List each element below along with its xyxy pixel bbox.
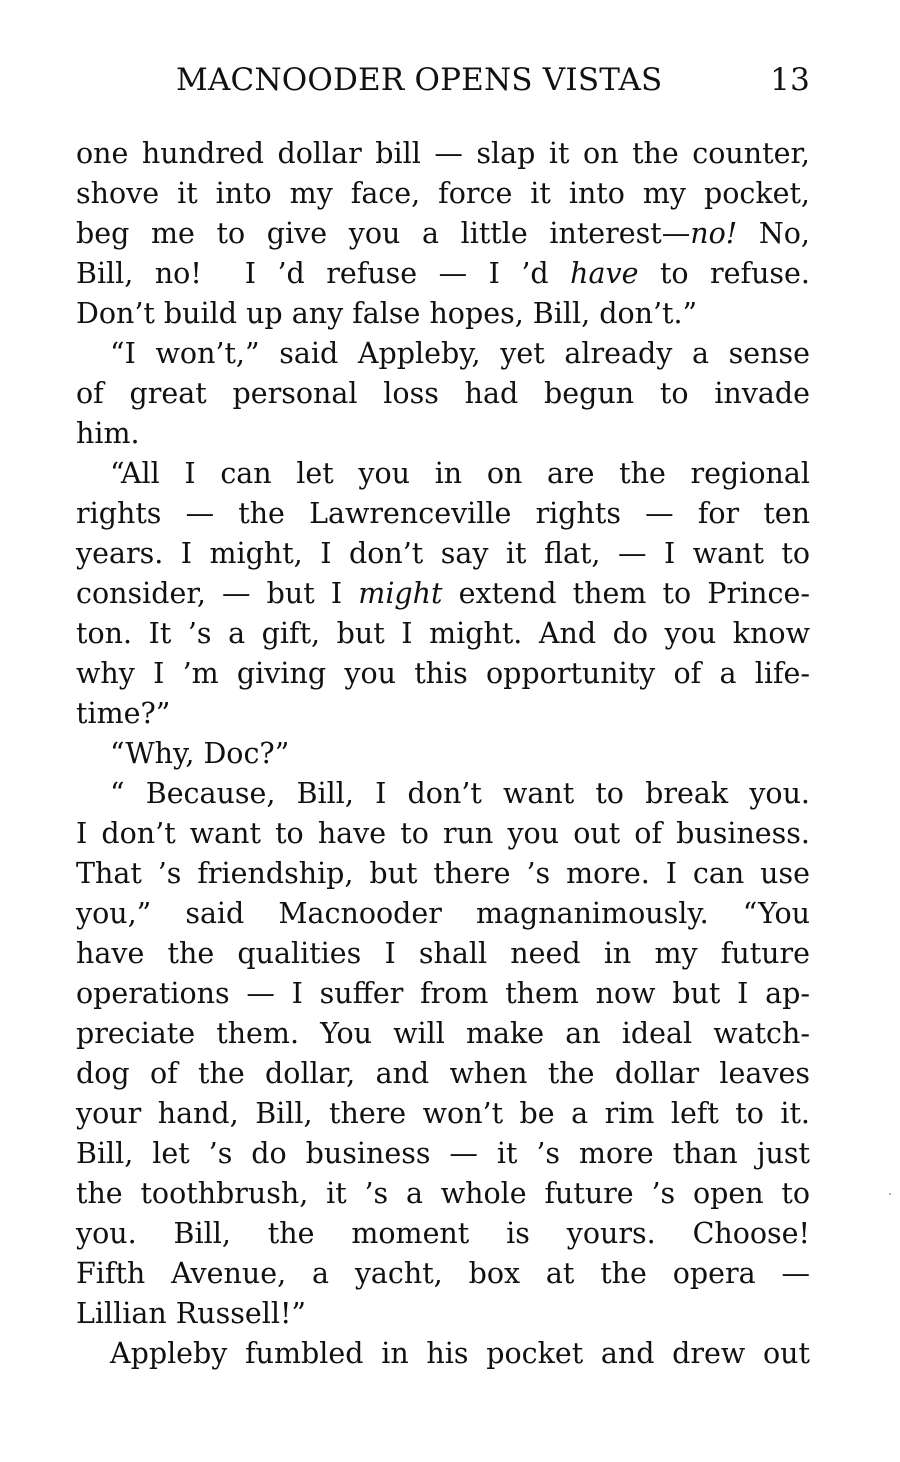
text-line: That ’s friendship, but there ’s more. I can use [76, 857, 810, 890]
running-head [176, 58, 810, 102]
text-segment: consider, — but I [76, 577, 359, 610]
text-line: “Why, Doc?” [110, 737, 290, 770]
text-line: Don’t build up any false hopes, Bill, don’t.” [76, 297, 698, 330]
text-segment: Bill, no! I ’d refuse — I ’d [76, 257, 571, 290]
body-text [76, 134, 810, 1374]
text-line: ton. It ’s a gift, but I might. And do you know [76, 617, 810, 650]
text-line [76, 254, 810, 294]
text-segment: beg me to give you a little interest— [76, 217, 691, 250]
text-line: “All I can let you in on are the regional [110, 457, 810, 490]
text-line: of great personal loss had begun to invade [76, 377, 810, 410]
text-line: your hand, Bill, there won’t be a rim left to it. [76, 1097, 810, 1130]
text-line: years. I might, I don’t say it flat, — I want to [76, 537, 810, 570]
italic-word: might [358, 577, 443, 610]
text-line: Appleby fumbled in his pocket and drew out [110, 1337, 810, 1370]
text-line: rights — the Lawrenceville rights — for ten [76, 497, 810, 530]
text-line: I don’t want to have to run you out of business. [76, 817, 810, 850]
text-segment: No, [737, 217, 810, 250]
page-number: 13 [770, 62, 810, 98]
text-line: Lillian Russell!” [76, 1297, 306, 1330]
text-line: the toothbrush, it ’s a whole future ’s open to [76, 1177, 810, 1210]
running-title: MACNOODER OPENS VISTAS [176, 62, 663, 98]
text-line: preciate them. You will make an ideal watch- [76, 1017, 810, 1050]
text-line: have the qualities I shall need in my future [76, 937, 810, 970]
italic-word: no! [690, 217, 738, 250]
text-line: Fifth Avenue, a yacht, box at the opera — [76, 1257, 810, 1290]
text-line: you,” said Macnooder magnanimously. “You [76, 897, 810, 930]
text-line: shove it into my face, force it into my pocket, [76, 177, 810, 210]
text-line: Bill, let ’s do business — it ’s more than just [76, 1137, 810, 1170]
text-line: operations — I suffer from them now but I ap- [76, 977, 810, 1010]
text-line: one hundred dollar bill — slap it on the counter, [76, 137, 810, 170]
text-segment: extend them to Prince- [442, 577, 810, 610]
text-line: him. [76, 417, 140, 450]
text-line: you. Bill, the moment is yours. Choose! [76, 1217, 810, 1250]
text-line [76, 574, 810, 614]
text-segment: to refuse. [638, 257, 810, 290]
text-line: why I ’m giving you this opportunity of a life- [76, 657, 810, 690]
text-line: dog of the dollar, and when the dollar leaves [76, 1057, 810, 1090]
text-line: “ Because, Bill, I don’t want to break you. [110, 777, 810, 810]
text-line [76, 214, 810, 254]
italic-word: have [570, 257, 639, 290]
paper-speck [889, 1193, 891, 1195]
text-line: “I won’t,” said Appleby, yet already a sense [110, 337, 810, 370]
text-line: time?” [76, 697, 171, 730]
